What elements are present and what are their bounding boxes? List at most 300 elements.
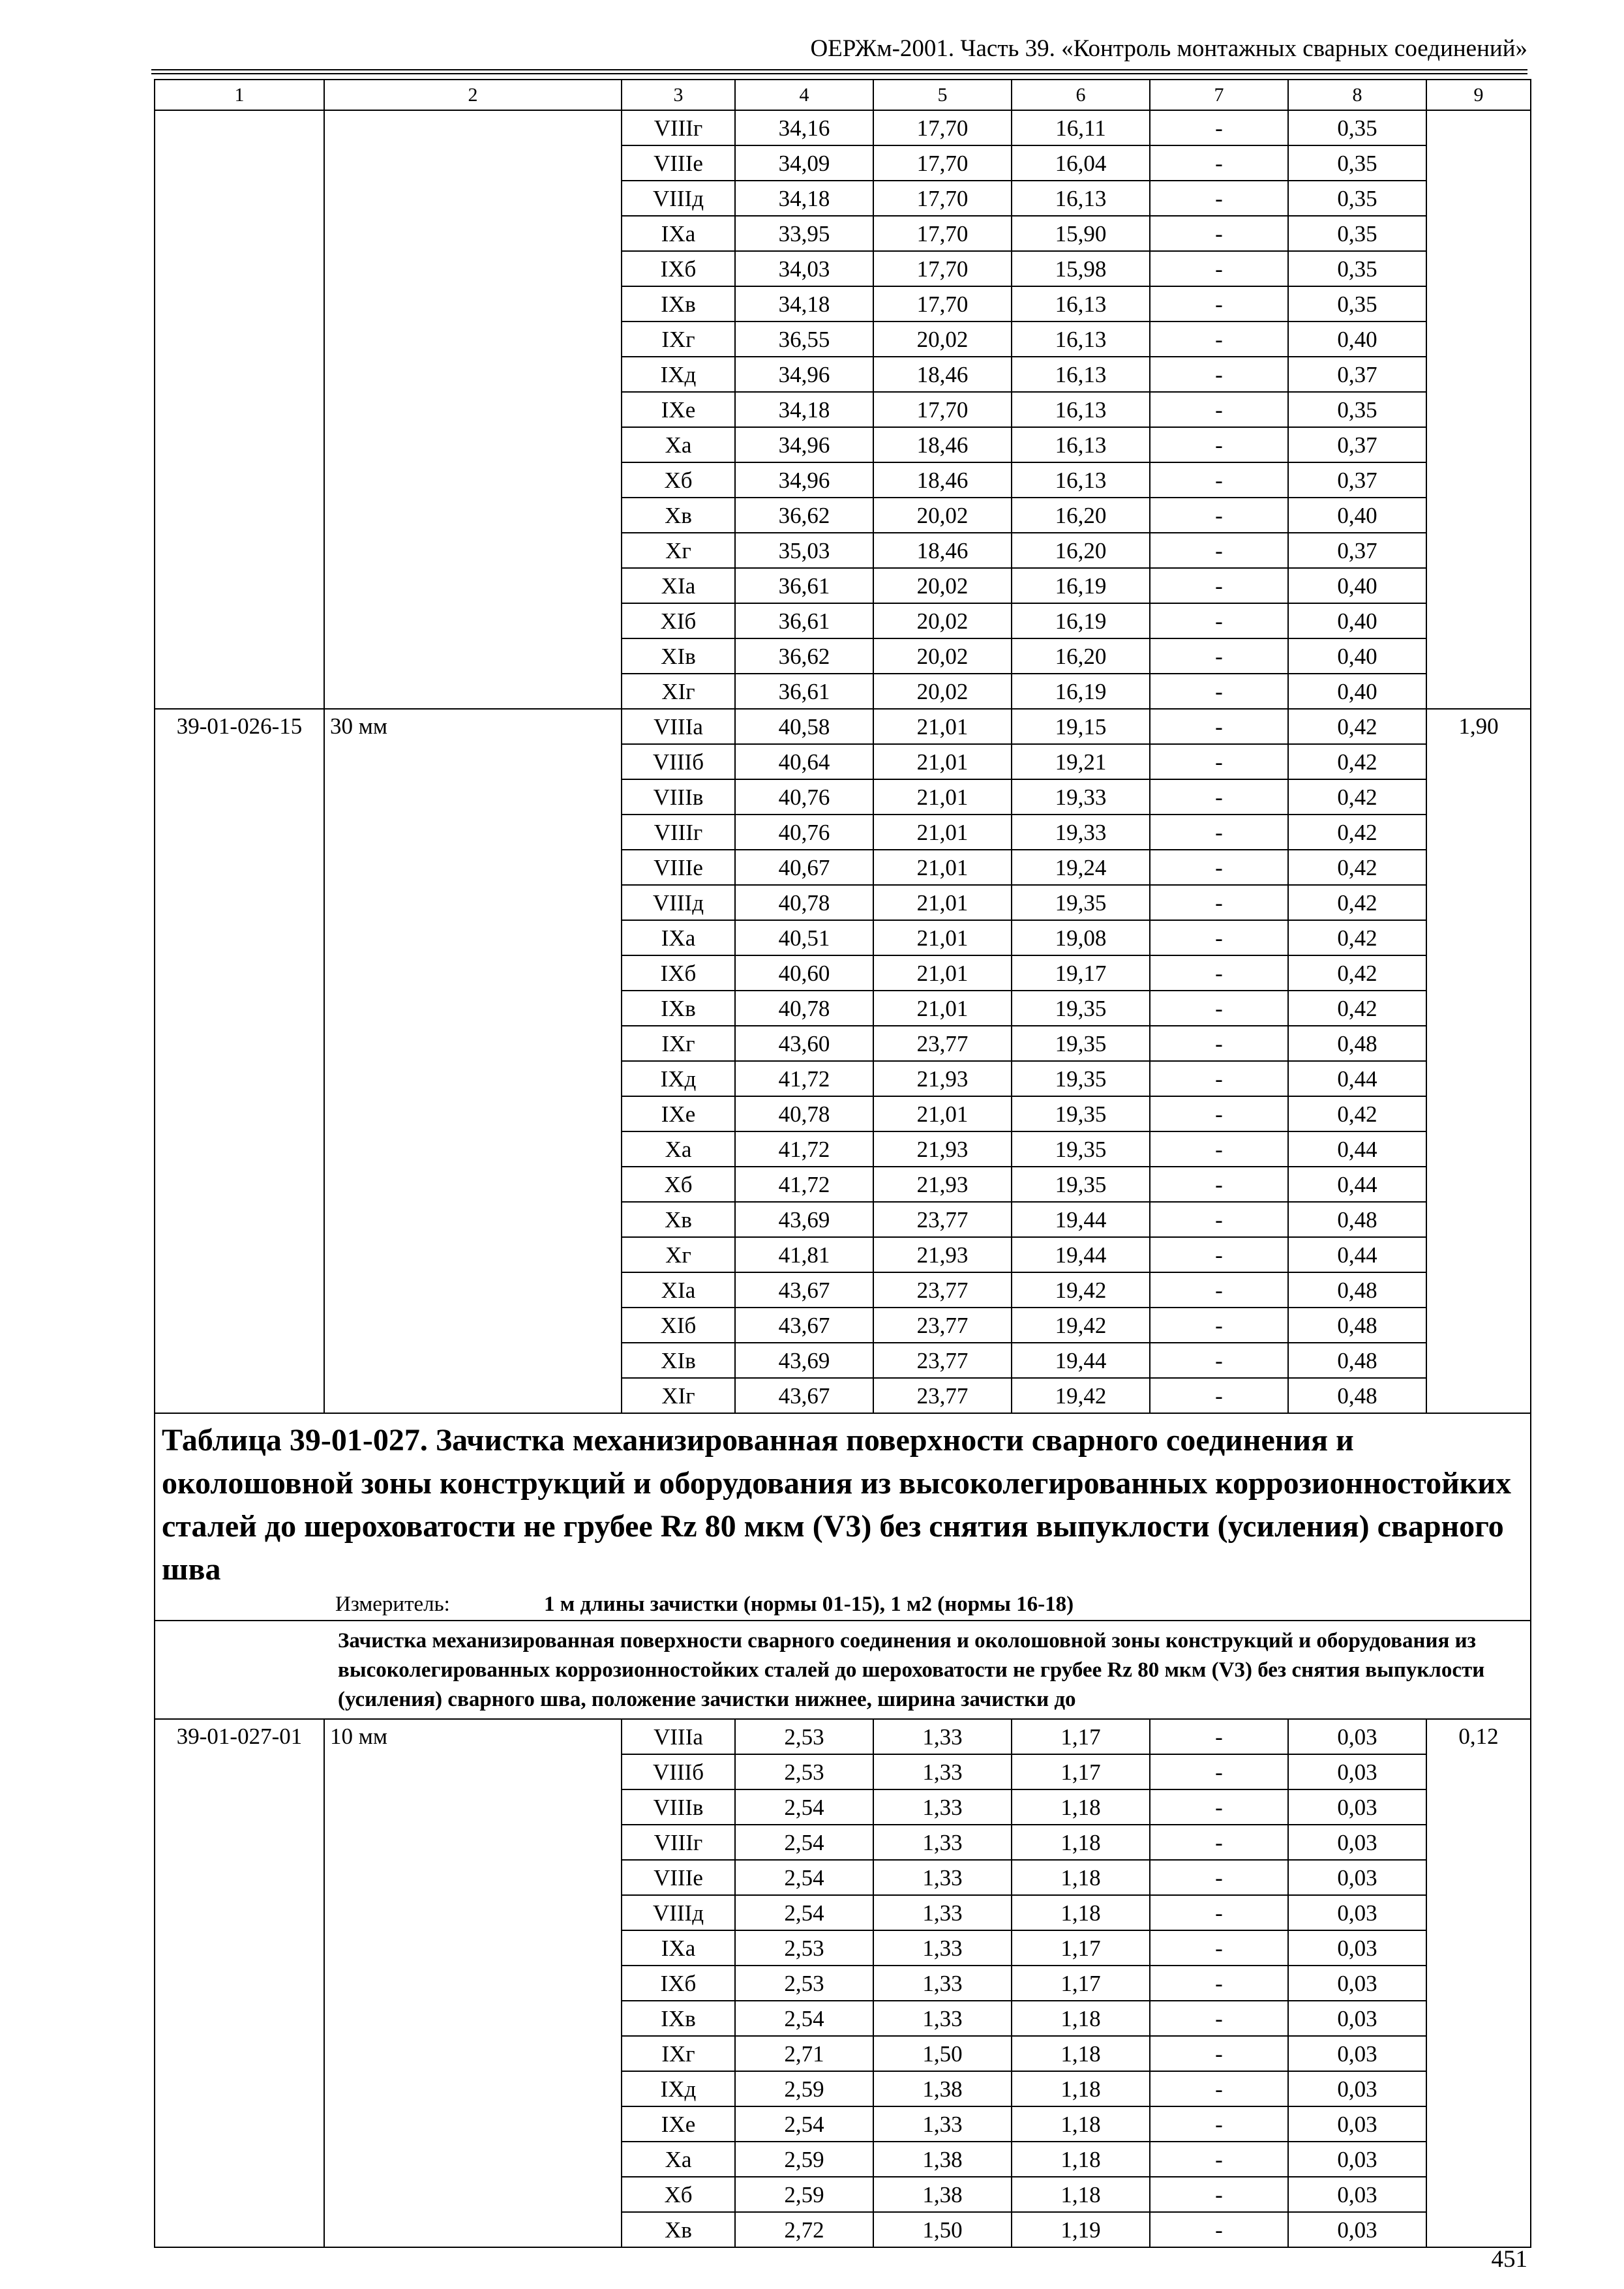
- cell-col8: 0,03: [1288, 1825, 1426, 1860]
- cell-col4: 41,72: [735, 1131, 873, 1167]
- cell-col5: 23,77: [873, 1202, 1012, 1237]
- cell-col4: 34,96: [735, 462, 873, 498]
- meter-value: 1 м длины зачистки (нормы 01-15), 1 м2 (нормы 16-18): [544, 1593, 1074, 1616]
- cell-col5: 18,46: [873, 427, 1012, 462]
- cell-col6: 16,19: [1012, 568, 1150, 603]
- cell-col5: 20,02: [873, 322, 1012, 357]
- cell-col5: 1,33: [873, 1895, 1012, 1930]
- column-number: 4: [735, 80, 873, 110]
- cell-col7: -: [1150, 744, 1288, 779]
- cell-col8: 0,44: [1288, 1237, 1426, 1272]
- cell-col5: 1,33: [873, 1966, 1012, 2001]
- cell-col3: Xа: [622, 427, 735, 462]
- cell-col5: 17,70: [873, 181, 1012, 216]
- cell-col6: 1,18: [1012, 2142, 1150, 2177]
- cell-col6: 19,44: [1012, 1237, 1150, 1272]
- cell-col7: -: [1150, 357, 1288, 392]
- cell-col5: 21,93: [873, 1237, 1012, 1272]
- cell-col3: VIIIд: [622, 181, 735, 216]
- cell-col6: 19,35: [1012, 1167, 1150, 1202]
- cell-col7: -: [1150, 568, 1288, 603]
- cell-col5: 20,02: [873, 603, 1012, 638]
- cell-col5: 23,77: [873, 1343, 1012, 1378]
- cell-col8: 0,40: [1288, 638, 1426, 674]
- cell-col7: -: [1150, 709, 1288, 744]
- cell-col5: 1,38: [873, 2142, 1012, 2177]
- cell-col4: 34,18: [735, 286, 873, 322]
- cell-col7: -: [1150, 181, 1288, 216]
- cell-col5: 21,93: [873, 1061, 1012, 1096]
- cell-col8: 0,03: [1288, 1719, 1426, 1754]
- cell-col3: VIIIг: [622, 1825, 735, 1860]
- cell-col4: 2,54: [735, 1789, 873, 1825]
- cell-col5: 20,02: [873, 568, 1012, 603]
- cell-col8: 0,40: [1288, 498, 1426, 533]
- cell-col6: 19,33: [1012, 779, 1150, 815]
- cell-col4: 34,18: [735, 392, 873, 427]
- cell-col6: 16,19: [1012, 603, 1150, 638]
- cell-col4: 40,76: [735, 815, 873, 850]
- cell-col6: 1,17: [1012, 1754, 1150, 1789]
- cell-col6: 15,98: [1012, 251, 1150, 286]
- cell-col4: 33,95: [735, 216, 873, 251]
- cell-col5: 1,38: [873, 2071, 1012, 2106]
- cell-col8: 0,48: [1288, 1308, 1426, 1343]
- cell-col7: -: [1150, 392, 1288, 427]
- cell-col3: IXд: [622, 1061, 735, 1096]
- cell-col3: IXб: [622, 1966, 735, 2001]
- cell-col7: -: [1150, 1825, 1288, 1860]
- cell-col7: -: [1150, 1343, 1288, 1378]
- cell-col7: -: [1150, 1930, 1288, 1966]
- cell-col8: 0,03: [1288, 2001, 1426, 2036]
- cell-col4: 2,54: [735, 1825, 873, 1860]
- cell-col3: VIIIв: [622, 779, 735, 815]
- cell-col4: 40,76: [735, 779, 873, 815]
- cell-col3: Xг: [622, 1237, 735, 1272]
- cell-col6: 19,42: [1012, 1378, 1150, 1413]
- rates-table: [154, 79, 1531, 2248]
- cell-col7: -: [1150, 2001, 1288, 2036]
- cell-col8: 0,03: [1288, 1966, 1426, 2001]
- cell-col8: 0,03: [1288, 2036, 1426, 2071]
- cell-col3: IXа: [622, 1930, 735, 1966]
- cell-col4: 36,62: [735, 498, 873, 533]
- cell-col8: 0,35: [1288, 181, 1426, 216]
- cell-col5: 21,01: [873, 744, 1012, 779]
- cell-col5: 17,70: [873, 216, 1012, 251]
- cell-col7: -: [1150, 498, 1288, 533]
- cell-col7: -: [1150, 603, 1288, 638]
- cell-col8: 0,35: [1288, 145, 1426, 181]
- cell-col7: -: [1150, 1789, 1288, 1825]
- cell-col6: 19,35: [1012, 1026, 1150, 1061]
- cell-col8: 0,03: [1288, 2142, 1426, 2177]
- cell-col8: 0,48: [1288, 1378, 1426, 1413]
- column-number: 1: [155, 80, 324, 110]
- cell-col6: 19,44: [1012, 1202, 1150, 1237]
- cell-col5: 1,50: [873, 2036, 1012, 2071]
- cell-col6: 16,11: [1012, 110, 1150, 145]
- cell-col8: 0,42: [1288, 885, 1426, 920]
- cell-col4: 40,78: [735, 885, 873, 920]
- cell-col5: 1,33: [873, 1789, 1012, 1825]
- cell-col8: 0,40: [1288, 568, 1426, 603]
- column-number-row: [155, 80, 1531, 110]
- table-row: [155, 110, 1531, 145]
- cell-col4: 43,67: [735, 1308, 873, 1343]
- cell-col5: 21,01: [873, 885, 1012, 920]
- cell-col3: VIIIб: [622, 744, 735, 779]
- cell-col4: 40,78: [735, 1096, 873, 1131]
- cell-col7: -: [1150, 2036, 1288, 2071]
- cell-col5: 17,70: [873, 286, 1012, 322]
- cell-col7: -: [1150, 1202, 1288, 1237]
- cell-col6: 19,42: [1012, 1272, 1150, 1308]
- cell-col7: -: [1150, 991, 1288, 1026]
- cell-col3: IXа: [622, 920, 735, 955]
- cell-col4: 2,54: [735, 1860, 873, 1895]
- cell-col8: 0,03: [1288, 1789, 1426, 1825]
- meter-label: Измеритель:: [335, 1593, 450, 1616]
- cell-col7: -: [1150, 286, 1288, 322]
- cell-col4: 34,96: [735, 427, 873, 462]
- cell-col6: 16,13: [1012, 286, 1150, 322]
- cell-col7: -: [1150, 1895, 1288, 1930]
- header-rule-top: [151, 69, 1527, 70]
- cell-col8: 0,42: [1288, 991, 1426, 1026]
- cell-col6: 1,17: [1012, 1966, 1150, 2001]
- cell-col5: 18,46: [873, 533, 1012, 568]
- cell-col5: 1,33: [873, 1719, 1012, 1754]
- norm-description: 10 мм: [324, 1719, 622, 2247]
- cell-col3: XIа: [622, 568, 735, 603]
- cell-col6: 1,18: [1012, 2177, 1150, 2212]
- cell-col7: -: [1150, 885, 1288, 920]
- cell-col3: IXб: [622, 251, 735, 286]
- cell-col7: -: [1150, 2177, 1288, 2212]
- cell-col6: 19,15: [1012, 709, 1150, 744]
- cell-col4: 41,72: [735, 1061, 873, 1096]
- cell-col3: IXд: [622, 357, 735, 392]
- cell-col6: 1,18: [1012, 2071, 1150, 2106]
- column-number: 9: [1426, 80, 1531, 110]
- cell-col3: VIIIв: [622, 1789, 735, 1825]
- cell-col7: -: [1150, 145, 1288, 181]
- cell-col6: 16,13: [1012, 357, 1150, 392]
- cell-col6: 16,13: [1012, 392, 1150, 427]
- cell-col8: 0,03: [1288, 1860, 1426, 1895]
- cell-col3: XIг: [622, 1378, 735, 1413]
- cell-col6: 1,17: [1012, 1930, 1150, 1966]
- cell-col3: XIг: [622, 674, 735, 709]
- cell-col4: 2,59: [735, 2177, 873, 2212]
- norm-description: [324, 110, 622, 709]
- meter-row: [162, 1591, 1524, 1617]
- cell-col4: 43,67: [735, 1378, 873, 1413]
- cell-col6: 19,35: [1012, 885, 1150, 920]
- cell-col7: -: [1150, 1860, 1288, 1895]
- cell-col3: Xб: [622, 1167, 735, 1202]
- cell-col3: VIIIд: [622, 885, 735, 920]
- cell-col5: 1,33: [873, 2001, 1012, 2036]
- cell-col5: 17,70: [873, 251, 1012, 286]
- cell-col4: 2,54: [735, 2001, 873, 2036]
- cell-col3: XIб: [622, 603, 735, 638]
- norm-code: [155, 110, 324, 709]
- cell-col8: 0,37: [1288, 357, 1426, 392]
- cell-col4: 2,53: [735, 1966, 873, 2001]
- table-title-cell: [155, 1413, 1531, 1621]
- cell-col3: VIIIе: [622, 145, 735, 181]
- table-row: [155, 1719, 1531, 1754]
- cell-col7: -: [1150, 1378, 1288, 1413]
- cell-col4: 34,03: [735, 251, 873, 286]
- cell-col6: 1,18: [1012, 1825, 1150, 1860]
- cell-col8: 0,44: [1288, 1131, 1426, 1167]
- cell-col6: 19,44: [1012, 1343, 1150, 1378]
- cell-col4: 34,16: [735, 110, 873, 145]
- cell-col3: XIа: [622, 1272, 735, 1308]
- cell-col7: -: [1150, 2142, 1288, 2177]
- cell-col4: 2,59: [735, 2071, 873, 2106]
- cell-col4: 2,72: [735, 2212, 873, 2247]
- cell-col8: 0,48: [1288, 1026, 1426, 1061]
- table-title-row: [155, 1413, 1531, 1621]
- cell-col3: Xв: [622, 498, 735, 533]
- cell-col6: 19,21: [1012, 744, 1150, 779]
- cell-col5: 20,02: [873, 674, 1012, 709]
- cell-col6: 16,20: [1012, 498, 1150, 533]
- cell-col8: 0,03: [1288, 1930, 1426, 1966]
- cell-col8: 0,35: [1288, 286, 1426, 322]
- cell-col8: 0,48: [1288, 1202, 1426, 1237]
- cell-col3: VIIIд: [622, 1895, 735, 1930]
- cell-col4: 36,61: [735, 674, 873, 709]
- cell-col3: Xв: [622, 2212, 735, 2247]
- cell-col4: 41,81: [735, 1237, 873, 1272]
- cell-col8: 0,35: [1288, 110, 1426, 145]
- cell-col4: 40,58: [735, 709, 873, 744]
- cell-col8: 0,35: [1288, 216, 1426, 251]
- cell-col3: VIIIг: [622, 110, 735, 145]
- cell-col4: 2,54: [735, 2106, 873, 2142]
- cell-col8: 0,40: [1288, 322, 1426, 357]
- cell-col7: -: [1150, 1167, 1288, 1202]
- cell-col5: 1,38: [873, 2177, 1012, 2212]
- cell-col3: IXе: [622, 392, 735, 427]
- column-number: 5: [873, 80, 1012, 110]
- cell-col7: -: [1150, 1096, 1288, 1131]
- cell-col7: -: [1150, 1026, 1288, 1061]
- cell-col7: -: [1150, 1308, 1288, 1343]
- cell-col6: 1,19: [1012, 2212, 1150, 2247]
- cell-col8: 0,35: [1288, 392, 1426, 427]
- cell-col8: 0,44: [1288, 1061, 1426, 1096]
- cell-col6: 1,18: [1012, 2036, 1150, 2071]
- norm-description: 30 мм: [324, 709, 622, 1413]
- cell-col8: 0,42: [1288, 779, 1426, 815]
- cell-col6: 16,20: [1012, 533, 1150, 568]
- cell-col3: Xв: [622, 1202, 735, 1237]
- cell-col3: VIIIе: [622, 1860, 735, 1895]
- cell-col5: 21,01: [873, 779, 1012, 815]
- cell-col7: -: [1150, 2212, 1288, 2247]
- cell-col4: 34,18: [735, 181, 873, 216]
- cell-col4: 2,53: [735, 1754, 873, 1789]
- cell-col5: 21,01: [873, 955, 1012, 991]
- cell-col9: [1426, 110, 1531, 709]
- norm-code: 39-01-026-15: [155, 709, 324, 1413]
- cell-col5: 23,77: [873, 1026, 1012, 1061]
- cell-col8: 0,03: [1288, 2106, 1426, 2142]
- cell-col4: 36,55: [735, 322, 873, 357]
- cell-col5: 21,93: [873, 1167, 1012, 1202]
- cell-col5: 21,01: [873, 815, 1012, 850]
- cell-col7: -: [1150, 1754, 1288, 1789]
- cell-col7: -: [1150, 815, 1288, 850]
- cell-col7: -: [1150, 920, 1288, 955]
- cell-col4: 2,54: [735, 1895, 873, 1930]
- cell-col5: 21,01: [873, 1096, 1012, 1131]
- cell-col7: -: [1150, 1061, 1288, 1096]
- cell-col5: 1,50: [873, 2212, 1012, 2247]
- cell-col3: Xа: [622, 2142, 735, 2177]
- cell-col7: -: [1150, 427, 1288, 462]
- cell-col9: 1,90: [1426, 709, 1531, 1413]
- cell-col7: -: [1150, 955, 1288, 991]
- cell-col7: -: [1150, 322, 1288, 357]
- cell-col5: 20,02: [873, 638, 1012, 674]
- cell-col6: 19,35: [1012, 1131, 1150, 1167]
- cell-col3: IXд: [622, 2071, 735, 2106]
- cell-col3: IXв: [622, 2001, 735, 2036]
- cell-col6: 16,13: [1012, 181, 1150, 216]
- cell-col5: 23,77: [873, 1272, 1012, 1308]
- cell-col3: XIб: [622, 1308, 735, 1343]
- table-title: Таблица 39-01-027. Зачистка механизированная поверхности сварного соединения и околошовной зоны конструкций и оборудования из высоколегированных коррозионностойких сталей до шероховатости не грубее Rz 80 мкм (V3) без снятия выпуклости (усиления) сварного шва: [162, 1423, 1512, 1587]
- cell-col5: 21,01: [873, 850, 1012, 885]
- cell-col3: IXе: [622, 1096, 735, 1131]
- cell-col4: 2,53: [735, 1930, 873, 1966]
- cell-col7: -: [1150, 2071, 1288, 2106]
- cell-col8: 0,42: [1288, 744, 1426, 779]
- cell-col3: XIв: [622, 638, 735, 674]
- cell-col8: 0,03: [1288, 2177, 1426, 2212]
- cell-col8: 0,40: [1288, 674, 1426, 709]
- cell-col3: Xа: [622, 1131, 735, 1167]
- cell-col3: Xб: [622, 462, 735, 498]
- subheading-text: Зачистка механизированная поверхности сварного соединения и околошовной зоны конструкций и оборудования из высоколегированных коррозионностойких сталей до шероховатости не грубее Rz 80 мкм (V3) без снятия выпуклости (усиления) сварного шва, положение зачистки нижнее, ширина зачистки до: [338, 1629, 1485, 1711]
- cell-col8: 0,42: [1288, 920, 1426, 955]
- cell-col6: 1,17: [1012, 1719, 1150, 1754]
- cell-col8: 0,40: [1288, 603, 1426, 638]
- cell-col3: VIIIа: [622, 709, 735, 744]
- cell-col6: 19,08: [1012, 920, 1150, 955]
- cell-col8: 0,42: [1288, 850, 1426, 885]
- cell-col5: 23,77: [873, 1308, 1012, 1343]
- cell-col5: 20,02: [873, 498, 1012, 533]
- cell-col7: -: [1150, 1272, 1288, 1308]
- cell-col4: 2,71: [735, 2036, 873, 2071]
- cell-col4: 43,69: [735, 1202, 873, 1237]
- cell-col3: IXв: [622, 991, 735, 1026]
- running-header: ОЕРЖм-2001. Часть 39. «Контроль монтажных сварных соединений»: [810, 35, 1527, 62]
- cell-col8: 0,03: [1288, 2212, 1426, 2247]
- page-number: 451: [1491, 2246, 1527, 2273]
- cell-col5: 21,01: [873, 709, 1012, 744]
- subheading-cell: [155, 1621, 1531, 1719]
- cell-col6: 19,42: [1012, 1308, 1150, 1343]
- cell-col3: VIIIа: [622, 1719, 735, 1754]
- cell-col7: -: [1150, 638, 1288, 674]
- cell-col8: 0,03: [1288, 1754, 1426, 1789]
- cell-col3: Xб: [622, 2177, 735, 2212]
- cell-col7: -: [1150, 216, 1288, 251]
- cell-col8: 0,42: [1288, 709, 1426, 744]
- cell-col5: 1,33: [873, 1860, 1012, 1895]
- cell-col8: 0,03: [1288, 1895, 1426, 1930]
- column-number: 6: [1012, 80, 1150, 110]
- cell-col3: Xг: [622, 533, 735, 568]
- cell-col4: 2,53: [735, 1719, 873, 1754]
- cell-col7: -: [1150, 1237, 1288, 1272]
- cell-col7: -: [1150, 674, 1288, 709]
- cell-col4: 40,78: [735, 991, 873, 1026]
- cell-col4: 40,64: [735, 744, 873, 779]
- cell-col6: 19,33: [1012, 815, 1150, 850]
- cell-col8: 0,42: [1288, 955, 1426, 991]
- cell-col6: 19,24: [1012, 850, 1150, 885]
- cell-col8: 0,48: [1288, 1343, 1426, 1378]
- cell-col6: 1,18: [1012, 2001, 1150, 2036]
- subheading-row: [155, 1621, 1531, 1719]
- cell-col5: 17,70: [873, 392, 1012, 427]
- cell-col4: 43,60: [735, 1026, 873, 1061]
- cell-col8: 0,44: [1288, 1167, 1426, 1202]
- cell-col6: 1,18: [1012, 2106, 1150, 2142]
- cell-col5: 18,46: [873, 462, 1012, 498]
- cell-col4: 36,62: [735, 638, 873, 674]
- cell-col6: 15,90: [1012, 216, 1150, 251]
- cell-col5: 17,70: [873, 110, 1012, 145]
- cell-col4: 34,09: [735, 145, 873, 181]
- norm-code: 39-01-027-01: [155, 1719, 324, 2247]
- cell-col5: 17,70: [873, 145, 1012, 181]
- cell-col5: 1,33: [873, 1754, 1012, 1789]
- cell-col5: 21,01: [873, 920, 1012, 955]
- cell-col5: 21,93: [873, 1131, 1012, 1167]
- cell-col7: -: [1150, 462, 1288, 498]
- cell-col4: 43,69: [735, 1343, 873, 1378]
- cell-col8: 0,37: [1288, 427, 1426, 462]
- cell-col8: 0,03: [1288, 2071, 1426, 2106]
- cell-col3: XIв: [622, 1343, 735, 1378]
- cell-col3: IXб: [622, 955, 735, 991]
- cell-col6: 16,04: [1012, 145, 1150, 181]
- column-number: 8: [1288, 80, 1426, 110]
- cell-col4: 40,60: [735, 955, 873, 991]
- cell-col4: 2,59: [735, 2142, 873, 2177]
- table-row: [155, 709, 1531, 744]
- cell-col7: -: [1150, 1131, 1288, 1167]
- cell-col8: 0,37: [1288, 462, 1426, 498]
- cell-col4: 41,72: [735, 1167, 873, 1202]
- cell-col6: 16,19: [1012, 674, 1150, 709]
- cell-col4: 40,51: [735, 920, 873, 955]
- cell-col5: 1,33: [873, 1930, 1012, 1966]
- cell-col8: 0,42: [1288, 1096, 1426, 1131]
